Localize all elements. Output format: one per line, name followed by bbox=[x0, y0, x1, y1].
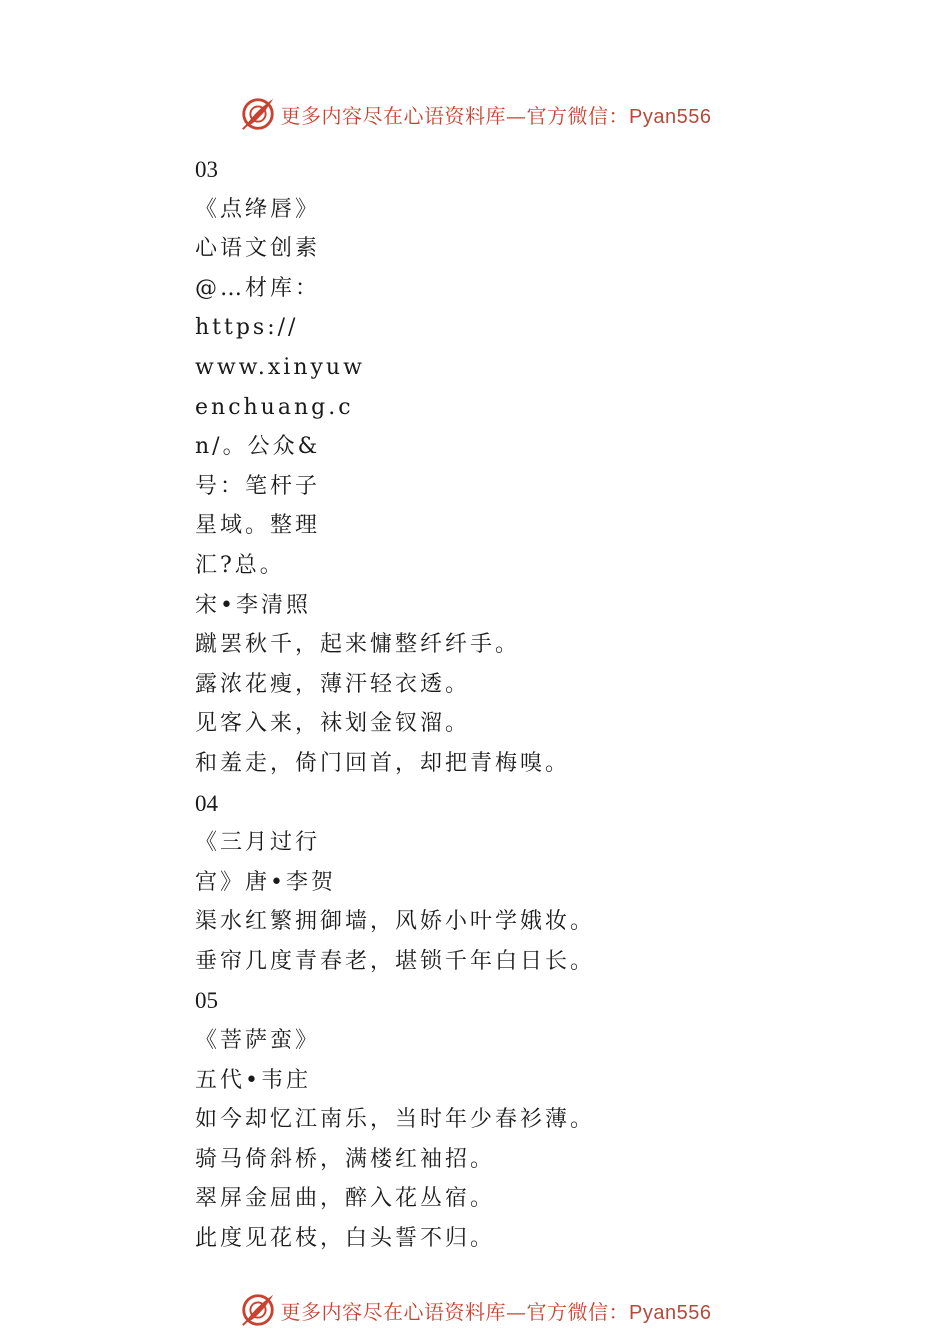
poem-line: 骑马倚斜桥，满楼红袖招。 bbox=[195, 1146, 496, 1172]
text-line: 号：笔杆子 bbox=[195, 473, 321, 499]
poem-line: 此度见花枝，白头誓不归。 bbox=[195, 1226, 496, 1252]
poem-title: 《三月过行 bbox=[195, 830, 321, 856]
watermark-header bbox=[0, 94, 950, 134]
watermark-text: 更多内容尽在心语资料库—官方微信：Pyan556 bbox=[280, 1299, 712, 1324]
text-line: 星域。整理 bbox=[195, 513, 321, 539]
text-line: 汇?总。 bbox=[195, 552, 285, 578]
poem-line: 垂帘几度青春老，堪锁千年白日长。 bbox=[195, 948, 596, 974]
poem-line: 和羞走，倚门回首，却把青梅嗅。 bbox=[195, 750, 571, 776]
text-line: enchuang.c bbox=[195, 394, 354, 420]
poem-line: 见客入来，袜划金钗溜。 bbox=[195, 711, 471, 737]
poem-line: 翠屏金屈曲，醉入花丛宿。 bbox=[195, 1186, 496, 1212]
poem-title: 《点绛唇》 bbox=[195, 196, 321, 222]
text-line: n/。公众& bbox=[195, 434, 321, 460]
poem-author: 宋•李清照 bbox=[195, 592, 311, 618]
text-line: https:// bbox=[195, 315, 299, 341]
poem-line: 露浓花瘦，薄汗轻衣透。 bbox=[195, 671, 471, 697]
poem-line: 渠水红繁拥御墙，风娇小叶学娥妆。 bbox=[195, 909, 596, 935]
text-line: 心语文创素 bbox=[195, 236, 321, 262]
poem-title-author: 宫》唐•李贺 bbox=[195, 869, 336, 895]
poem-title: 《菩萨蛮》 bbox=[195, 1028, 321, 1054]
quill-logo-icon bbox=[239, 1291, 277, 1329]
section-number: 05 bbox=[195, 988, 218, 1014]
poem-author: 五代•韦庄 bbox=[195, 1067, 311, 1093]
section-number: 03 bbox=[195, 157, 218, 182]
quill-logo-icon bbox=[239, 95, 277, 133]
poem-line: 蹴罢秋千，起来慵整纤纤手。 bbox=[195, 632, 521, 658]
section-number: 04 bbox=[195, 790, 218, 816]
text-line: www.xinyuw bbox=[195, 354, 365, 380]
poem-line: 如今却忆江南乐，当时年少春衫薄。 bbox=[195, 1107, 596, 1133]
text-line: @…材库： bbox=[195, 275, 321, 301]
document-body bbox=[195, 150, 815, 1259]
watermark-footer bbox=[0, 1290, 950, 1330]
watermark-text: 更多内容尽在心语资料库—官方微信：Pyan556 bbox=[280, 103, 712, 128]
